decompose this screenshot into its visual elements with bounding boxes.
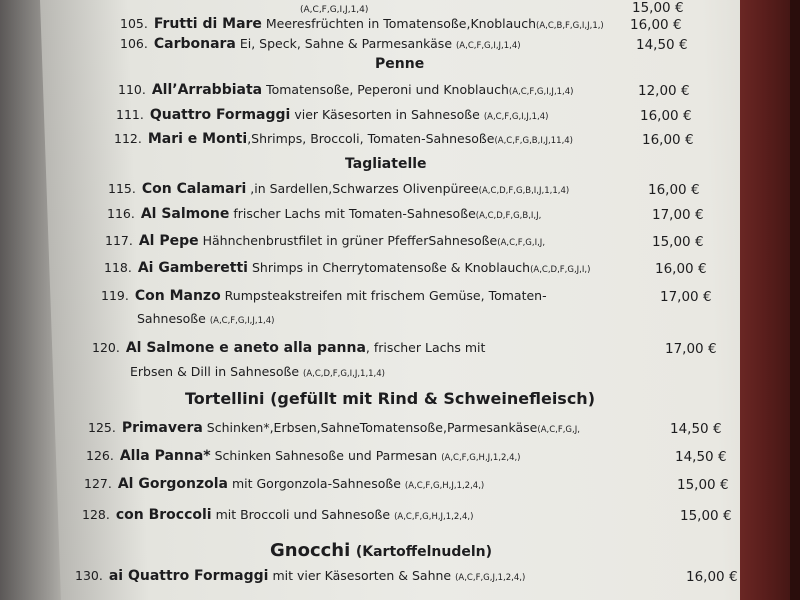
item-price: 17,00 € (665, 341, 717, 357)
menu-item (84, 476, 484, 492)
item-number: 126. (86, 448, 114, 463)
item-name: Al Gorgonzola (117, 476, 228, 492)
item-price: 15,00 € (652, 234, 704, 250)
item-description: mit Gorgonzola-Sahnesoße (227, 476, 405, 491)
item-name: All’Arrabbiata (151, 82, 263, 98)
item-name: Ai Gamberetti (137, 260, 248, 276)
item-number: 119. (101, 288, 129, 303)
section-title-tagliatelle: Tagliatelle (345, 156, 427, 172)
item-description: Ei, Speck, Sahne & Parmesankäse (235, 36, 456, 51)
item-price: 16,00 € (640, 108, 692, 124)
item-price: 14,50 € (636, 37, 688, 53)
item-price: 16,00 € (648, 182, 700, 198)
item-name: Con Calamari (141, 181, 247, 197)
menu-item (114, 131, 573, 147)
item-price: 15,00 € (680, 508, 732, 524)
item-name: Quattro Formaggi (149, 107, 291, 123)
item-allergens: (A,C,F,G,I,J,1,4) (508, 87, 574, 97)
item-allergens: (A,C,B,F,G,I,J,1,) (536, 21, 604, 31)
item-name: Frutti di Mare (153, 16, 262, 32)
item-name: Mari e Monti (147, 131, 248, 147)
menu-item (104, 260, 590, 276)
item-description: vier Käsesorten in Sahnesoße (290, 107, 484, 122)
item-number: 111. (116, 107, 144, 122)
item-number: 130. (75, 568, 103, 583)
item-allergens: (A,C,F,G,I,J,1,4) (300, 5, 369, 15)
item-allergens: (A,C,F,G,I,J,1,4) (209, 316, 275, 326)
item-description: Sahnesoße (137, 311, 210, 326)
item-price: 15,00 € (632, 0, 684, 16)
item-number: 127. (84, 476, 112, 491)
item-allergens: (A,C,F,G,H,J,1,2,4,) (404, 481, 485, 491)
menu-item (101, 288, 547, 304)
item-description: Shrimps in Cherrytomatensoße & Knoblauch (247, 260, 531, 275)
item-number: 128. (82, 507, 110, 522)
item-number: 117. (105, 233, 133, 248)
item-allergens: (A,C,D,F,G,B,I,J,1,1,4) (478, 186, 570, 196)
item-description: frischer Lachs mit Tomaten-Sahnesoße (229, 206, 476, 221)
menu-item (120, 36, 521, 52)
section-title: Gnocchi (270, 540, 351, 561)
item-description: Schinken*,Erbsen,SahneTomatensoße,Parmesankäse (202, 420, 538, 435)
item-price: 16,00 € (655, 261, 707, 277)
item-allergens: (A,C,F,G,J, (537, 425, 580, 435)
menu-item (108, 181, 569, 197)
item-number: 110. (118, 82, 146, 97)
menu-item (88, 420, 580, 436)
menu-item (86, 448, 521, 464)
item-allergens: (A,C,F,G,H,J,1,2,4,) (394, 512, 474, 522)
section-title-penne: Penne (375, 56, 425, 72)
item-number: 118. (104, 260, 132, 275)
item-description: Meeresfrüchten in Tomatensoße,Knoblauch (261, 16, 537, 31)
partial-row (300, 0, 368, 15)
item-number: 106. (120, 36, 148, 51)
item-description: , frischer Lachs mit (365, 340, 486, 355)
item-price: 17,00 € (652, 207, 704, 223)
background-dark (790, 0, 800, 600)
item-description: Schinken Sahnesoße und Parmesan (210, 448, 442, 463)
menu-item (118, 82, 573, 98)
item-price: 15,00 € (677, 477, 729, 493)
section-title-tortellini: Tortellini (gefüllt mit Rind & Schweinefleisch) (185, 389, 596, 408)
item-name: con Broccoli (115, 507, 212, 523)
item-name: Al Salmone e aneto alla panna (125, 340, 366, 356)
item-name: Primavera (121, 420, 203, 436)
item-allergens: (A,C,D,F,G,I,J,1,1,4) (303, 369, 385, 379)
item-description: Hähnchenbrustfilet in grüner PfefferSahnesoße (198, 233, 498, 248)
item-price: 17,00 € (660, 289, 712, 305)
item-allergens: (A,C,F,G,I,J, (497, 238, 546, 248)
item-number: 105. (120, 16, 148, 31)
item-allergens: (A,C,D,F,G,B,I,J, (475, 211, 542, 221)
menu-item (107, 206, 541, 222)
item-allergens: (A,C,F,G,I,J,1,4) (483, 112, 549, 122)
item-allergens: (A,C,F,G,J,1,2,4,) (455, 573, 526, 583)
menu-item (116, 107, 548, 123)
item-description: Tomatensoße, Peperoni und Knoblauch (262, 82, 509, 97)
item-allergens: (A,C,F,G,H,J,1,2,4,) (441, 453, 521, 463)
item-description: Erbsen & Dill in Sahnesoße (130, 364, 304, 379)
item-number: 116. (107, 206, 135, 221)
item-name: Carbonara (153, 36, 236, 52)
item-description: ,in Sardellen,Schwarzes Olivenpüree (246, 181, 479, 196)
section-title-gnocchi (270, 540, 492, 561)
item-name: Al Pepe (138, 233, 199, 249)
item-price: 16,00 € (630, 17, 682, 33)
item-allergens: (A,C,F,G,B,I,J,11,4) (494, 136, 573, 146)
item-allergens: (A,C,F,G,I,J,1,4) (455, 41, 521, 51)
item-number: 125. (88, 420, 116, 435)
item-price: 12,00 € (638, 83, 690, 99)
item-number: 120. (92, 340, 120, 355)
item-price: 16,00 € (642, 132, 694, 148)
item-allergens: (A,C,D,F,G,J,I,) (530, 265, 591, 275)
item-price: 16,00 € (686, 569, 738, 585)
menu-item (82, 507, 473, 523)
item-description: Rumpsteakstreifen mit frischem Gemüse, Tomaten- (220, 288, 547, 303)
item-description: ,Shrimps, Broccoli, Tomaten-Sahnesoße (247, 131, 495, 146)
item-number: 112. (114, 131, 142, 146)
menu-item (92, 340, 485, 356)
menu-item (75, 568, 525, 584)
item-description: mit vier Käsesorten & Sahne (268, 568, 456, 583)
item-price: 14,50 € (670, 421, 722, 437)
item-description-continued (130, 364, 385, 379)
item-name: Alla Panna* (119, 448, 211, 464)
menu-item (105, 233, 545, 249)
item-name: Al Salmone (140, 206, 230, 222)
item-description: mit Broccoli und Sahnesoße (211, 507, 395, 522)
item-name: Con Manzo (134, 288, 221, 304)
item-number: 115. (108, 181, 136, 196)
item-name: ai Quattro Formaggi (108, 568, 269, 584)
item-price: 14,50 € (675, 449, 727, 465)
item-description-continued (137, 311, 274, 326)
menu-item (120, 16, 604, 32)
section-subtitle: (Kartoffelnudeln) (355, 544, 493, 560)
